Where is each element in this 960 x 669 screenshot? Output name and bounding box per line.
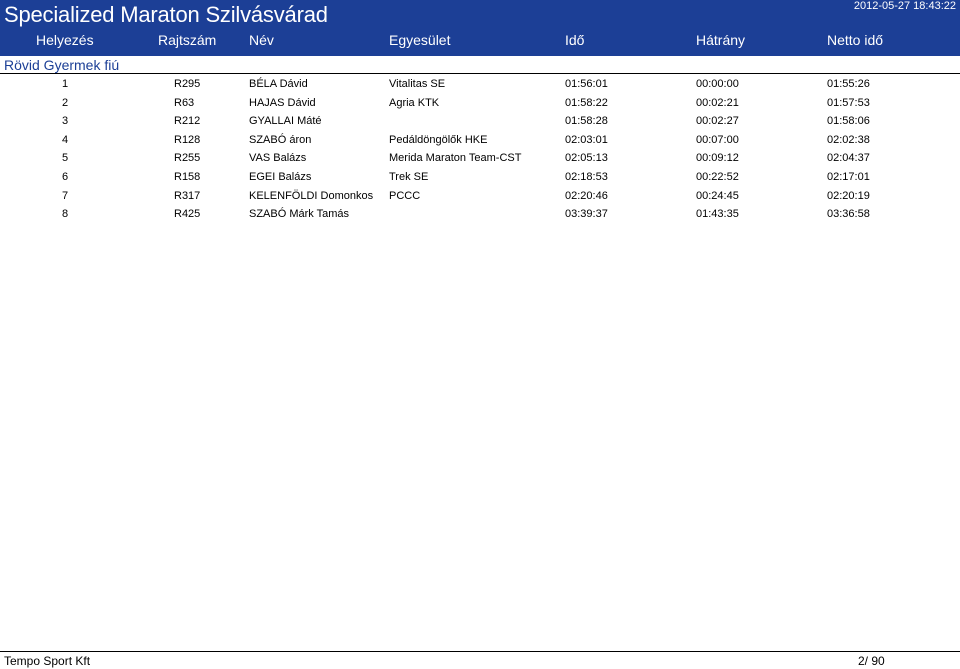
footer-divider [0,651,960,652]
row-bib: R128 [174,133,201,146]
row-club: Merida Maraton Team-CST [389,152,522,165]
col-header-name: Név [249,32,274,48]
row-place: 3 [62,115,69,128]
row-time: 01:58:22 [565,96,608,109]
row-net: 02:02:38 [827,133,870,146]
timestamp: 2012-05-27 18:43:22 [853,0,956,12]
row-place: 4 [62,133,69,146]
footer-company: Tempo Sport Kft [4,654,91,668]
row-name: KELENFÖLDI Domonkos [249,189,374,202]
row-gap: 00:02:27 [696,115,739,128]
row-club: Pedáldöngölők HKE [389,133,488,146]
row-place: 6 [62,171,69,183]
row-name: SZABÓ áron [249,133,312,146]
row-bib: R212 [174,115,201,128]
row-place: 5 [62,152,69,165]
row-time: 02:18:53 [565,171,608,183]
row-net: 03:36:58 [827,208,870,221]
row-place: 1 [62,78,69,90]
row-place: 8 [62,208,69,221]
row-net: 01:58:06 [827,115,870,128]
row-time: 02:20:46 [565,189,608,202]
row-gap: 00:02:21 [696,96,739,109]
row-bib: R317 [174,189,201,202]
row-club: Trek SE [389,171,429,183]
row-place: 2 [62,96,69,109]
row-gap: 00:09:12 [696,152,739,165]
row-name: EGEI Balázs [249,171,312,183]
row-time: 01:58:28 [565,115,608,128]
row-gap: 00:07:00 [696,133,739,146]
row-name: HAJAS Dávid [249,96,316,109]
row-name: GYALLAI Máté [249,115,322,128]
row-gap: 00:24:45 [696,189,739,202]
row-net: 01:55:26 [827,78,870,90]
row-net: 02:20:19 [827,189,870,202]
row-time: 03:39:37 [565,208,608,221]
row-club: PCCC [389,189,421,202]
row-gap: 01:43:35 [696,208,739,221]
col-header-time: Idő [565,32,585,48]
col-header-place: Helyezés [36,32,94,48]
col-header-club: Egyesület [389,32,451,48]
row-gap: 00:22:52 [696,171,739,183]
row-bib: R295 [174,78,201,90]
col-header-net: Netto idő [827,32,884,48]
row-name: BÉLA Dávid [249,78,308,90]
row-place: 7 [62,189,69,202]
row-net: 02:04:37 [827,152,870,165]
col-header-gap: Hátrány [696,32,746,48]
row-time: 01:56:01 [565,78,608,90]
row-name: SZABÓ Márk Tamás [249,208,350,221]
row-name: VAS Balázs [249,152,307,165]
row-club: Agria KTK [389,96,440,109]
row-time: 02:03:01 [565,133,608,146]
col-header-bib: Rajtszám [158,32,217,48]
row-club: Vitalitas SE [389,78,446,90]
row-gap: 00:00:00 [696,78,739,90]
category-divider [0,73,960,74]
footer-page-number: 2/ 90 [858,654,885,668]
row-net: 01:57:53 [827,96,870,109]
category-title: Rövid Gyermek fiú [4,57,120,73]
row-bib: R425 [174,208,201,221]
row-net: 02:17:01 [827,171,870,183]
row-bib: R158 [174,171,201,183]
row-bib: R63 [174,96,195,109]
page-title: Specialized Maraton Szilvásvárad [4,2,328,27]
row-bib: R255 [174,152,201,165]
header-bar [0,0,960,56]
row-time: 02:05:13 [565,152,608,165]
